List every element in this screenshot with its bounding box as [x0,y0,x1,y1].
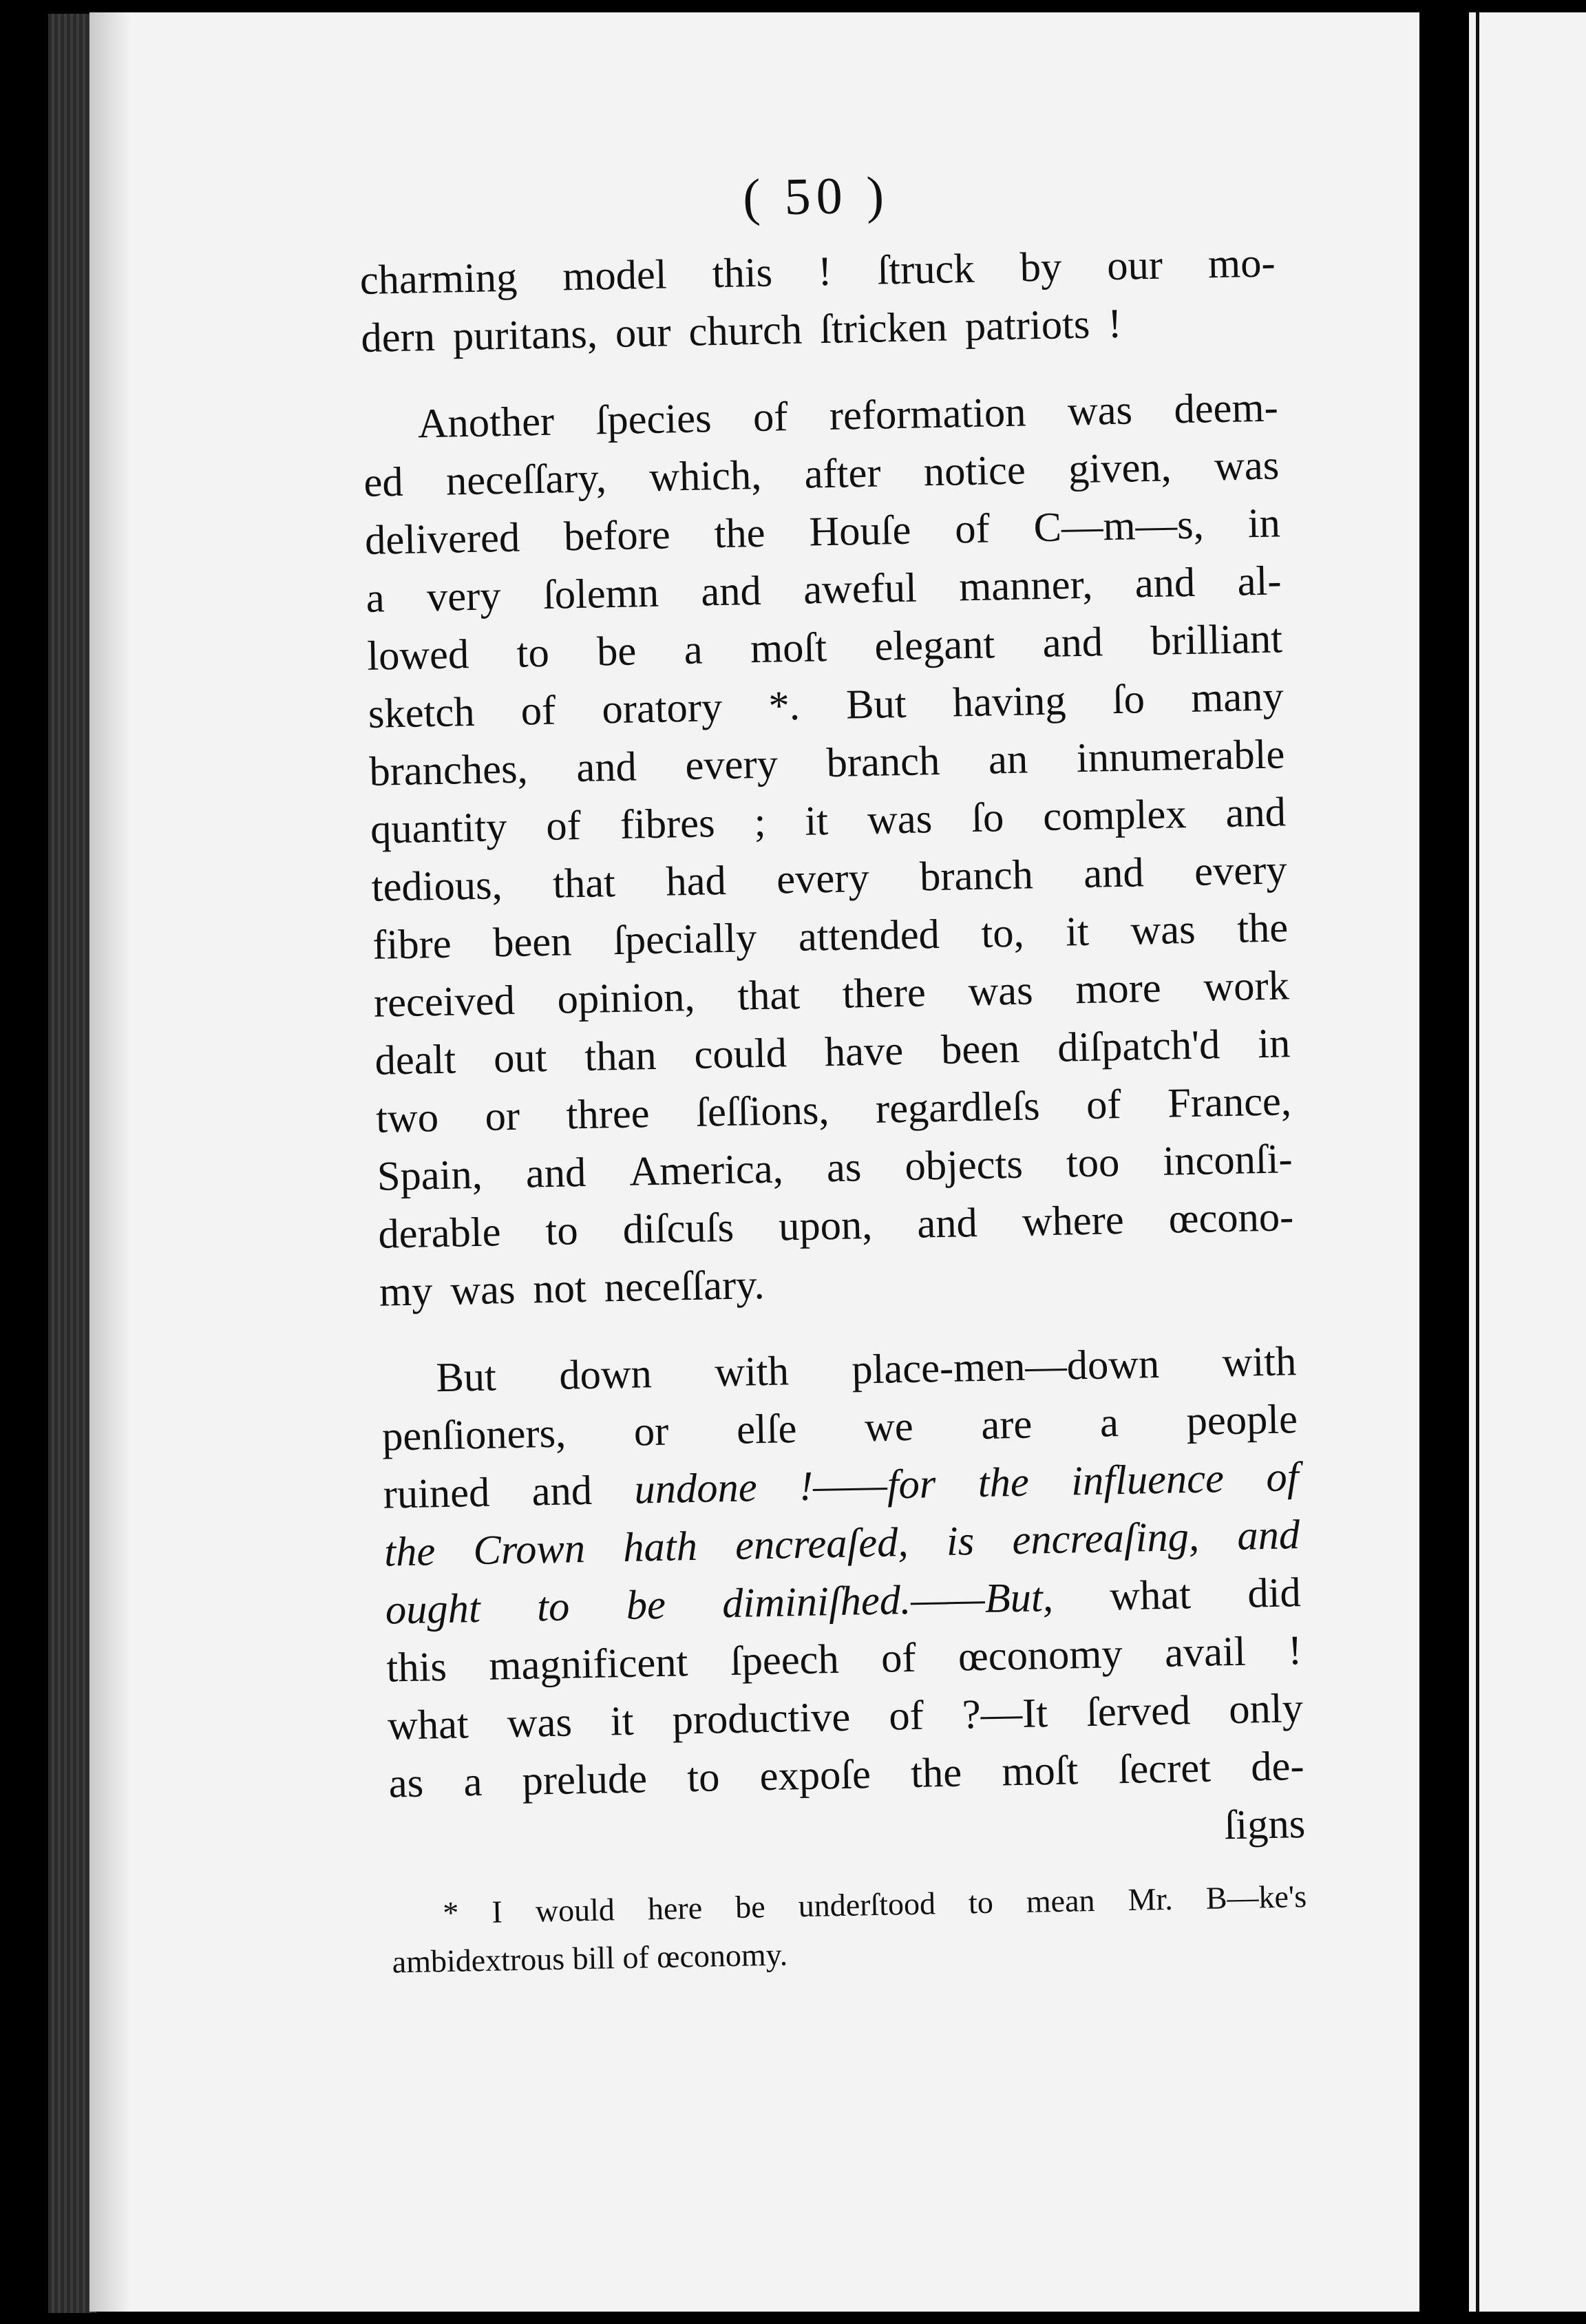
text-line: two or three ſeſſions, regardleſs of France, [375,1078,1292,1142]
text-line: delivered before the Houſe of C—m—s, in [364,500,1281,564]
catchword: ſigns [1223,1801,1306,1849]
text-line: ed neceſſary, which, after notice given, was [363,442,1280,506]
page-number: ( 50 ) [742,166,890,227]
text-line: lowed to be a moſt elegant and brilliant [366,615,1283,679]
text-line: branches, and every branch an innumerable [368,731,1285,795]
text-line: received opinion, that there was more work [373,962,1290,1026]
page-divider [1476,12,1479,2312]
gutter-shadow [89,12,131,2312]
text-line: penſioners, or elſe we are a people [381,1396,1298,1460]
text-line: the Crown hath encreaſed, is encreaſing, and [383,1512,1300,1576]
text-line: dealt out than could have been diſpatch'd in [374,1020,1291,1084]
text-line: what was it productive of ?—It ſerved only [387,1685,1304,1749]
text-line: Spain, and America, as objects too inconſi- [377,1136,1293,1200]
text-line: as a prelude to expoſe the moſt ſecret de- [388,1743,1305,1807]
text-line: quantity of fibres ; it was ſo complex and [370,789,1287,853]
text-line: a very ſolemn and aweful manner, and al- [366,558,1282,622]
text-line: Another ſpecies of reformation was deem- [417,384,1279,447]
footnote [391,1872,1308,1987]
text-block [358,161,1308,1986]
adjacent-page-edge [1469,12,1586,2312]
text-line: fibre been ſpecially attended to, it was the [372,905,1289,969]
text-line: charming model this ! ſtruck by our mo- [359,240,1276,304]
text-line: my was not neceſſary. [379,1261,765,1316]
text-line: ought to be diminiſhed.——But, what did [385,1570,1302,1634]
footnote-line: * I would here be underſtood to mean Mr. B—ke's [442,1879,1307,1931]
text-line: ruined and undone !——for the influence of [383,1454,1300,1518]
text-line: this magnificent ſpeech of œconomy avail ! [385,1627,1302,1691]
text-line: But down with place-men—down with [435,1338,1297,1402]
footnote-line: ambidextrous bill of œconomy. [392,1936,788,1980]
text-line: derable to diſcuſs upon, and where œcono- [377,1194,1294,1258]
text-line: sketch of oratory *. But having ſo many [368,673,1284,737]
text-line: tedious, that had every branch and every [371,847,1288,911]
body-text [359,234,1304,1813]
text-line: dern puritans, our church ſtricken patriots ! [360,300,1123,361]
